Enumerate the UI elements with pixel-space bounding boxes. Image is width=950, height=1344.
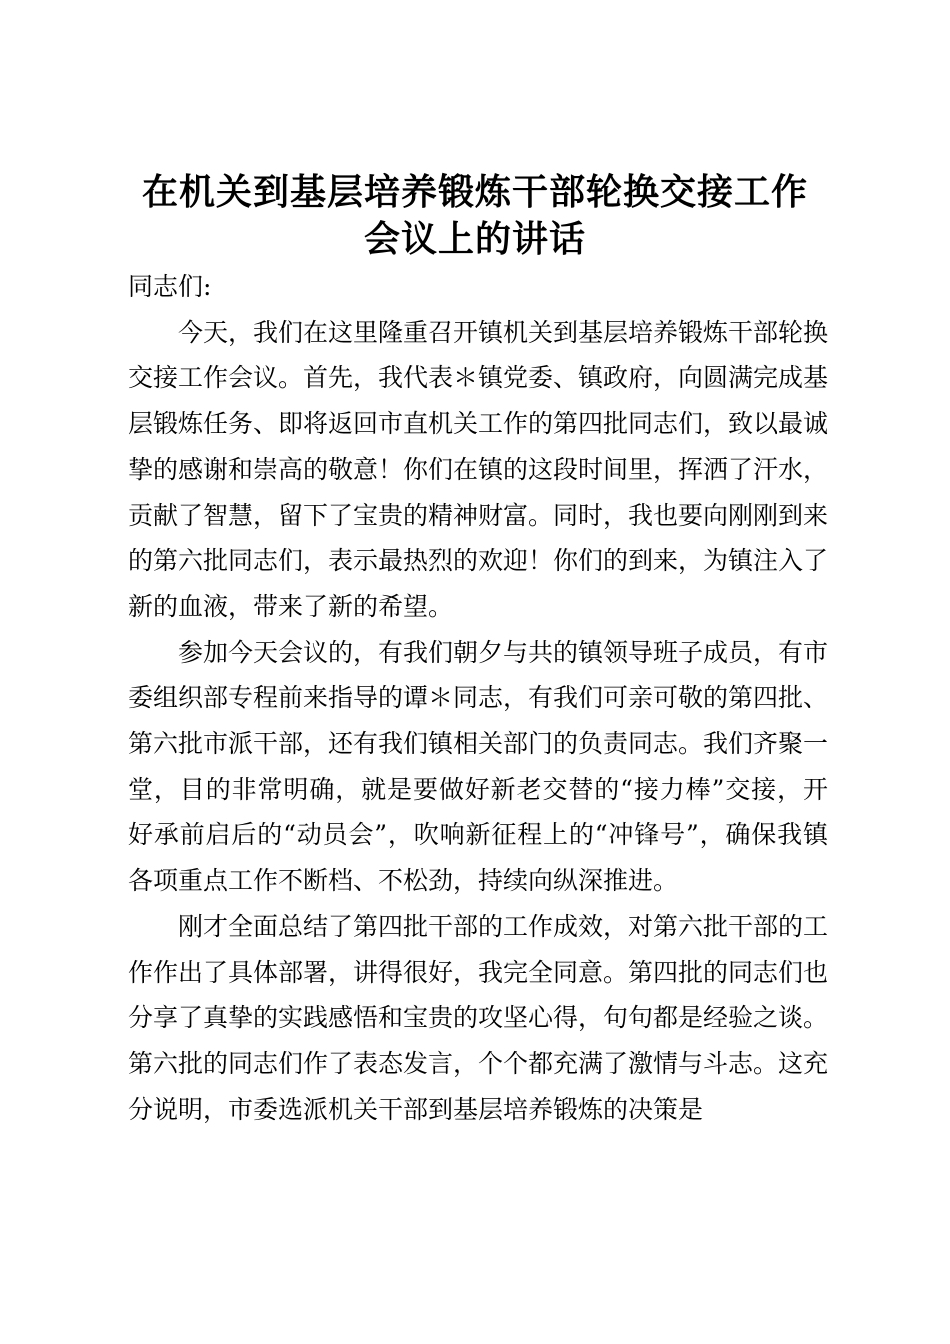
paragraph-attendees: 参加今天会议的，有我们朝夕与共的镇领导班子成员，有市委组织部专程前来指导的谭＊同志，有我们可亲可敬的第四批、第六批市派干部，还有我们镇相关部门的负责同志。我们齐聚一堂，目的非常明确，就是要做好新老交替的“接力棒”交接，开好承前启后的“动员会”，吹响新征程上的“冲锋号”，确保我镇各项重点工作不断档、不松劲，持续向纵深推进。 bbox=[128, 637, 829, 896]
paragraph-summary: 刚才全面总结了第四批干部的工作成效，对第六批干部的工作作出了具体部署，讲得很好，我完全同意。第四批的同志们也分享了真挚的实践感悟和宝贵的攻坚心得，句句都是经验之谈。第六批的同志们作了表态发言，个个都充满了激情与斗志。这充分说明，市委选派机关干部到基层培养锻炼的决策是 bbox=[128, 911, 829, 1124]
document-title-line-1: 在机关到基层培养锻炼干部轮换交接工作 bbox=[141, 172, 808, 213]
salutation: 同志们: bbox=[128, 272, 212, 301]
document-body bbox=[128, 264, 828, 1132]
document-title-line-2: 会议上的讲话 bbox=[363, 219, 586, 260]
paragraph-opening: 今天，我们在这里隆重召开镇机关到基层培养锻炼干部轮换交接工作会议。首先，我代表＊镇党委、镇政府，向圆满完成基层锻炼任务、即将返回市直机关工作的第四批同志们，致以最诚挚的感谢和崇高的敬意！你们在镇的这段时间里，挥洒了汗水，贡献了智慧，留下了宝贵的精神财富。同时，我也要向刚刚到来的第六批同志们，表示最热烈的欢迎！你们的到来，为镇注入了新的血液，带来了新的希望。 bbox=[128, 317, 829, 621]
